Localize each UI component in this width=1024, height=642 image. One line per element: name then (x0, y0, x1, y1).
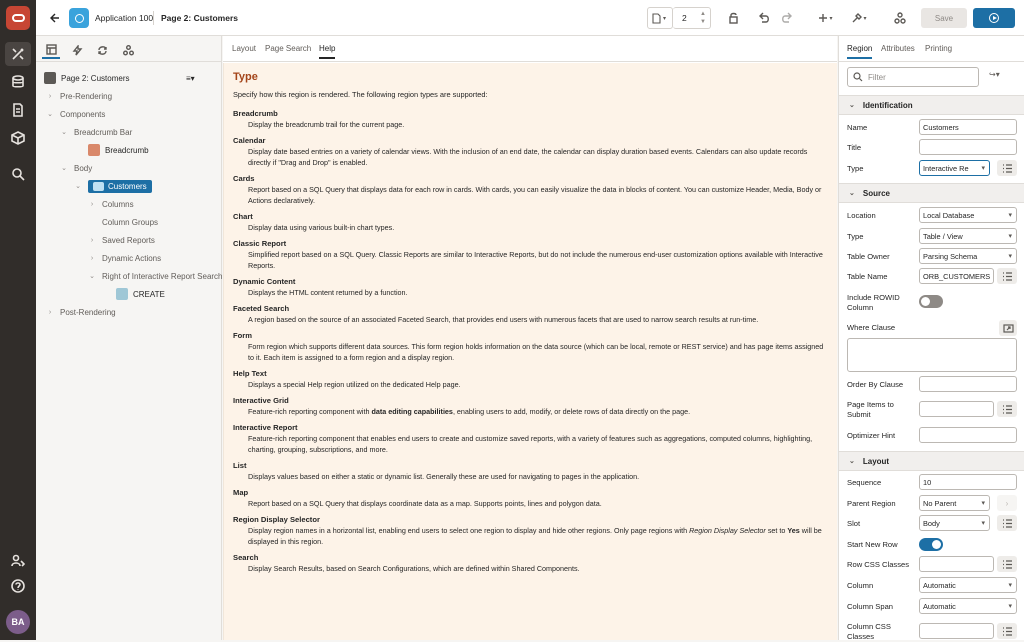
chevron-down-icon: ▾ (1008, 233, 1012, 240)
shared-components-tab-icon[interactable] (119, 41, 137, 59)
chevron-down-icon: ▾ (829, 15, 833, 22)
prop-label-page-items: Page Items to Submit (847, 400, 894, 419)
prop-label-optimizer-hint: Optimizer Hint (847, 431, 896, 440)
help-term: Search (233, 553, 259, 562)
table-owner-select[interactable] (919, 248, 1017, 264)
prop-label-row-css: Row CSS Classes (847, 560, 910, 569)
help-term: Chart (233, 212, 253, 221)
list-of-values-button[interactable] (997, 623, 1017, 639)
tree-node-components[interactable] (46, 106, 105, 122)
tab-layout[interactable]: Layout (232, 44, 257, 53)
search-icon[interactable] (5, 162, 31, 186)
tree-node-body[interactable] (60, 160, 92, 176)
help-term: Interactive Grid (233, 396, 289, 405)
help-entry (233, 423, 828, 455)
tree-node-label: Saved Reports (102, 235, 155, 245)
administration-icon[interactable] (5, 549, 31, 573)
user-avatar[interactable]: BA (6, 610, 30, 634)
help-icon[interactable] (5, 574, 31, 598)
prop-label-column: Column (847, 581, 874, 590)
help-entry (233, 369, 828, 390)
help-term: Dynamic Content (233, 277, 296, 286)
create-menu-button[interactable] (812, 9, 838, 27)
help-desc: Display data using various built-in chart types. (248, 223, 395, 232)
processing-tab-icon[interactable] (93, 41, 111, 59)
gallery-icon[interactable] (5, 126, 31, 150)
help-desc: Feature-rich reporting component that enables end users to create and customize saved reports, with a variety of features such as aggregations, computed columns, highlighting, charting, grouping, subscriptions, and more. (248, 434, 813, 454)
tree-node-label: Body (74, 163, 93, 173)
expand-icon[interactable]: › (90, 254, 94, 262)
help-desc: Display date based entries on a variety of calendar views. With the inclusion of an end date, the calendar can display duration based events. Calendars can also update records directly if "Drag and Drop" is enabled. (248, 147, 808, 167)
list-of-values-button[interactable] (997, 515, 1017, 531)
order-by-field[interactable] (919, 376, 1017, 392)
navigation-rail (0, 0, 36, 640)
tree-node-label: Customers (108, 181, 147, 191)
table-name-field[interactable]: ORB_CUSTOMERS (919, 268, 994, 284)
prop-label-table-name: Table Name (847, 272, 888, 281)
tree-node-label: Post-Rendering (60, 307, 116, 317)
breadcrumb-region-icon (88, 144, 100, 156)
dynamic-actions-tab-icon[interactable] (68, 41, 86, 59)
sql-workshop-icon[interactable] (5, 70, 31, 94)
help-entry (233, 461, 828, 482)
prop-label-sequence: Sequence (847, 478, 882, 487)
slot-select[interactable] (919, 515, 990, 531)
help-desc (233, 406, 828, 417)
application-icon[interactable] (69, 8, 89, 28)
page-icon (44, 72, 56, 84)
include-rowid-toggle[interactable] (919, 295, 943, 308)
prop-label-type: Type (847, 164, 864, 173)
tree-node-label: Components (60, 109, 106, 119)
tree-node-label: Column Groups (102, 217, 159, 227)
help-desc: Displays a special Help region utilized on the dedicated Help page. (248, 380, 461, 389)
help-term: Help Text (233, 369, 267, 378)
tab-help[interactable]: Help (319, 44, 335, 59)
section-label: Source (862, 188, 890, 198)
chevron-down-icon: ▾ (1008, 603, 1012, 610)
help-intro: Specify how this region is rendered. The following region types are supported: (233, 90, 488, 99)
selected-node[interactable] (88, 180, 152, 193)
chevron-down-icon: ▾ (1008, 212, 1012, 219)
desc-text: , enabling users to add, modify, or delete rows of data directly on the page. (452, 407, 691, 416)
go-to-group-icon[interactable]: ↪▾ (989, 70, 1000, 79)
tree-node-label: Columns (102, 199, 134, 209)
help-desc: A region based on the source of an associated Faceted Search, that provides end users with numerous facets that are used to narrow search results at run-time. (248, 315, 759, 324)
chevron-down-icon: ▾ (1008, 253, 1012, 260)
desc-text: will be displayed in this region. (248, 526, 822, 546)
collapse-icon[interactable]: ⌄ (89, 273, 95, 280)
help-entry (233, 304, 828, 325)
center-pane (223, 36, 837, 640)
help-term: Calendar (233, 136, 266, 145)
save-button[interactable]: Save (921, 8, 967, 28)
tab-page-search[interactable]: Page Search (265, 44, 312, 53)
help-entry (233, 109, 828, 130)
optimizer-hint-field[interactable] (919, 427, 1017, 443)
tab-attributes[interactable]: Attributes (881, 44, 915, 53)
desc-text: Feature-rich reporting component with (248, 407, 372, 416)
page-number-input[interactable] (673, 7, 711, 29)
property-editor (838, 36, 1024, 640)
column-select[interactable] (919, 577, 1017, 593)
select-value: Table / View (923, 231, 963, 241)
app-builder-icon[interactable] (5, 42, 31, 66)
lock-page-icon[interactable] (723, 9, 743, 27)
chevron-down-icon: ▾ (981, 500, 985, 507)
play-icon (989, 13, 999, 23)
tree-node-create[interactable] (116, 286, 165, 302)
prop-label-column-css: Column CSS Classes (847, 622, 891, 641)
chevron-down-icon: ▾ (663, 15, 667, 22)
interactive-report-icon (93, 182, 104, 191)
collapse-icon[interactable]: ⌄ (75, 183, 81, 190)
property-tabs (839, 36, 1024, 62)
select-value: Automatic (923, 601, 956, 611)
help-desc: Displays the HTML content returned by a function. (248, 288, 408, 297)
desc-italic-text: Region Display Selector (689, 526, 766, 535)
redo-icon[interactable] (777, 9, 797, 27)
help-term: Interactive Report (233, 423, 298, 432)
help-entry (233, 331, 828, 363)
help-entry (233, 515, 828, 547)
column-css-field[interactable] (919, 623, 994, 639)
help-entry (233, 174, 828, 206)
help-desc: Report based on a SQL Query that displays coordinate data as a map. Supports points, lines and polygon data. (248, 499, 602, 508)
help-term: List (233, 461, 247, 470)
prop-label-start-new-row: Start New Row (847, 540, 898, 549)
prop-label-parent-region: Parent Region (847, 499, 896, 508)
page-designer-toolbar (36, 0, 1024, 36)
collapse-icon[interactable]: ⌄ (61, 129, 67, 136)
shared-components-icon[interactable] (890, 9, 910, 27)
help-desc: Displays values based on either a static or dynamic list. Generally these are used for navigating to pages in the application. (248, 472, 640, 481)
location-select[interactable] (919, 207, 1017, 223)
help-entry (233, 396, 828, 417)
section-source[interactable] (839, 183, 1024, 203)
oracle-logo-icon[interactable] (6, 6, 30, 30)
help-desc: Display Search Results, based on Search Configurations, which are defined within Shared Components. (248, 564, 580, 573)
help-term: Breadcrumb (233, 109, 278, 118)
tree-node-dynamic-actions[interactable] (88, 250, 161, 266)
chevron-down-icon: ⌄ (849, 102, 855, 109)
page-title: Page 2: Customers (161, 13, 238, 23)
help-desc: Report based on a SQL Query that displays data for each row in cards. With cards, you can easily visualize the data in blocks of content. You can customize Header, Media, Body or Actions declaratively. (248, 185, 822, 205)
select-value: Parsing Schema (923, 251, 978, 261)
help-title: Type (233, 71, 258, 83)
title-field[interactable] (919, 139, 1017, 155)
desc-text: set to (765, 526, 788, 535)
help-entry (233, 277, 828, 298)
prop-label-include-rowid: Include ROWID Column (847, 293, 900, 312)
tree-node-label: Breadcrumb Bar (74, 127, 133, 137)
where-clause-editor[interactable] (847, 338, 1017, 372)
column-span-select[interactable] (919, 598, 1017, 614)
tree-node-label: Right of Interactive Report Search (102, 271, 223, 281)
help-term: Classic Report (233, 239, 287, 248)
select-value: Interactive Re (923, 163, 969, 173)
tree-node-label: Pre-Rendering (60, 91, 113, 101)
prop-label-location: Location (847, 211, 876, 220)
select-value: No Parent (923, 498, 957, 508)
desc-text: Display region names in a horizontal list, enabling end users to select one region to display and hide other regions. Only page regions with (248, 526, 690, 535)
tab-region[interactable]: Region (847, 44, 872, 59)
parent-region-select[interactable] (919, 495, 990, 511)
tab-printing[interactable]: Printing (925, 44, 953, 53)
help-term: Faceted Search (233, 304, 290, 313)
collapse-icon[interactable]: ⌄ (47, 111, 53, 118)
prop-label-order-by: Order By Clause (847, 380, 904, 389)
help-term: Form (233, 331, 252, 340)
prop-label-slot: Slot (847, 519, 861, 528)
tree-node-label: Breadcrumb (105, 145, 149, 155)
tree-menu-icon[interactable]: ≡▾ (186, 73, 195, 83)
help-entry (233, 136, 828, 168)
list-of-values-button[interactable] (997, 268, 1017, 284)
chevron-down-icon: ▾ (863, 15, 867, 22)
filter-input[interactable] (847, 67, 979, 87)
page-stepper-icon[interactable]: ▲ ▼ (700, 11, 706, 25)
page-number-value: 2 (682, 13, 687, 23)
desc-bold-text: data editing capabilities (371, 407, 453, 416)
prop-label-source-type: Type (847, 232, 864, 241)
chevron-down-icon: ⌄ (849, 190, 855, 197)
select-value: Local Database (923, 210, 975, 220)
undo-icon[interactable] (754, 9, 774, 27)
source-type-select[interactable] (919, 228, 1017, 244)
search-icon (853, 72, 863, 82)
type-select[interactable] (919, 160, 990, 176)
prop-label-where-clause: Where Clause (847, 323, 896, 332)
desc-bold-text: Yes (787, 526, 800, 535)
chevron-down-icon: ▾ (1008, 582, 1012, 589)
help-entry (233, 239, 828, 271)
tree-node-page[interactable] (44, 70, 129, 86)
run-page-button[interactable] (973, 8, 1015, 28)
chevron-down-icon: ▾ (981, 520, 985, 527)
utilities-menu-button[interactable] (846, 9, 872, 27)
prop-label-table-owner: Table Owner (847, 252, 890, 261)
tree-node-post-rendering[interactable] (46, 304, 116, 320)
help-term: Cards (233, 174, 255, 183)
filter-placeholder: Filter (868, 72, 886, 82)
chevron-down-icon: ▾ (981, 165, 985, 172)
help-desc: Display the breadcrumb trail for the current page. (248, 120, 405, 129)
start-new-row-toggle[interactable] (919, 538, 943, 551)
list-of-values-button[interactable] (997, 556, 1017, 572)
center-tabs (223, 36, 837, 62)
row-css-field[interactable] (919, 556, 994, 572)
help-entry (233, 488, 828, 509)
rendering-tab-icon[interactable] (42, 41, 60, 59)
tree-node-saved-reports[interactable] (88, 232, 155, 248)
left-pane-tabs (36, 36, 221, 62)
help-entry (233, 212, 828, 233)
prop-label-title: Title (847, 143, 862, 152)
tree-node-label: Page 2: Customers (61, 73, 130, 83)
tree-node-right-of-ir-search[interactable] (88, 268, 223, 284)
tree-node-columns[interactable] (88, 196, 134, 212)
help-panel (223, 63, 837, 640)
code-editor-expand-icon[interactable] (999, 320, 1017, 336)
section-identification[interactable] (839, 95, 1024, 115)
expand-icon[interactable]: › (90, 200, 94, 208)
tree-node-pre-rendering[interactable] (46, 88, 112, 104)
select-value: Body (923, 518, 940, 528)
help-term: Region Display Selector (233, 515, 320, 524)
help-term: Map (233, 488, 249, 497)
expand-icon[interactable]: › (90, 236, 94, 244)
team-development-icon[interactable] (5, 98, 31, 122)
section-label: Layout (862, 456, 890, 466)
back-arrow-icon[interactable] (47, 10, 63, 26)
help-desc: Simplified report based on a SQL Query. Classic Reports are similar to Interactive Reports, but do not include the numerous end-user customization options available with Interactive Reports. (248, 250, 823, 270)
prop-label-name: Name (847, 123, 868, 132)
page-items-field[interactable] (919, 401, 994, 417)
tree-node-label: Dynamic Actions (102, 253, 162, 263)
expand-icon[interactable]: › (48, 308, 52, 316)
help-desc: Form region which supports different data sources. This form region holds information on the data source (which can be local, remote or REST service) and has page items assigned to it. Each item is assigned to a form region and a display region. (248, 342, 824, 362)
section-label: Identification (862, 100, 913, 110)
chevron-down-icon: ⌄ (849, 458, 855, 465)
button-icon (116, 288, 128, 300)
tree-node-label: CREATE (133, 289, 165, 299)
prop-label-column-span: Column Span (847, 602, 894, 611)
select-value: Automatic (923, 580, 956, 590)
name-field[interactable]: Customers (919, 119, 1017, 135)
list-of-values-button[interactable] (997, 160, 1017, 176)
tree-node-breadcrumb[interactable] (88, 142, 149, 158)
rendering-tree-pane (36, 36, 222, 640)
go-to-parent-icon[interactable]: › (997, 495, 1017, 511)
section-layout[interactable] (839, 451, 1024, 471)
tree-node-breadcrumb-bar[interactable] (60, 124, 132, 140)
page-finder-button[interactable] (647, 7, 673, 29)
tree-node-column-groups[interactable] (102, 214, 158, 230)
list-of-values-button[interactable] (997, 401, 1017, 417)
breadcrumb-separator (153, 11, 154, 25)
expand-icon[interactable]: › (48, 92, 52, 100)
collapse-icon[interactable]: ⌄ (61, 165, 67, 172)
application-title[interactable]: Application 100 (95, 13, 154, 23)
sequence-field[interactable]: 10 (919, 474, 1017, 490)
help-desc (233, 525, 828, 547)
tree-node-customers[interactable] (74, 178, 152, 194)
help-entry (233, 553, 828, 574)
